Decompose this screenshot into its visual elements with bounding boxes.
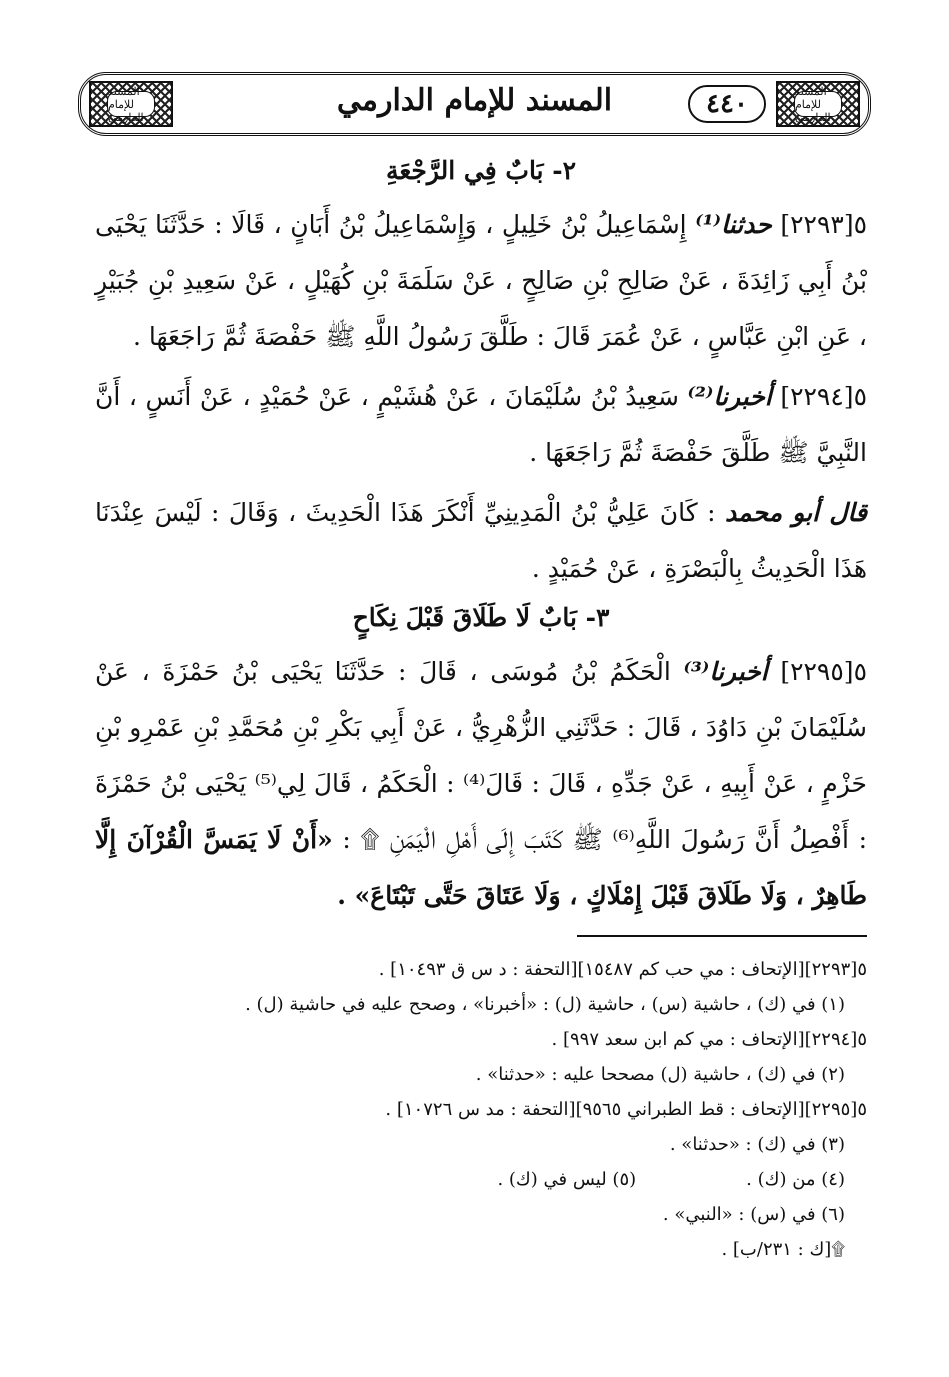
footnote-row [95,1162,867,1197]
commentary-text: : كَانَ عَلِيُّ بْنُ الْمَدِينِيِّ أَنْكَرَ هَذَا الْحَدِيثَ ، وَقَالَ : لَيْسَ عِنْدَنَا هَذَا الْحَدِيثُ بِالْبَصْرَةِ ، عَنْ حُمَيْدٍ . [95,498,867,583]
footnote-divider [577,935,867,937]
page-header [78,72,871,136]
ornament-right-label: المسند للإمام الدارمي [794,91,842,117]
hadith-paragraph [95,369,867,481]
footnote: (٤) من (ك) . [746,1169,845,1190]
chapter-title: ٣- بَابٌ لَا طَلَاقَ قَبْلَ نِكَاحٍ [352,603,610,632]
footnotes [95,952,867,1267]
chapter-title: ٢- بَابٌ فِي الرَّجْعَةِ [385,156,577,185]
main-text [95,150,867,928]
ornament-left-label: المسند للإمام الدارمي [107,91,155,117]
hadith-text: سَعِيدُ بْنُ سُلَيْمَانَ ، عَنْ هُشَيْمٍ ، عَنْ حُمَيْدٍ ، عَنْ أَنَسٍ ، أَنَّ النَّبِيَّ ﷺ طَلَّقَ حَفْصَةَ ثُمَّ رَاجَعَهَا . [95,382,867,467]
transmission-verb: حدثنا⁽¹⁾ [695,210,772,239]
footnote: ۩[ك : ٢٣١/ب] . [721,1239,845,1260]
commentator: قال أبو محمد [724,498,868,527]
hadith-number: ٥[٢٢٩٣] [780,210,868,239]
hadith-number: ٥[٢٢٩٤] [780,382,867,411]
footnote: ٥[٢٢٩٣][الإتحاف : مي حب كم ١٥٤٨٧][التحفة : د س ق ١٠٤٩٣] . [378,959,867,980]
footnote: (٥) ليس في (ك) . [497,1169,637,1190]
hadith-quote: «أَنْ لَا يَمَسَّ الْقُرْآنَ إِلَّا طَاهِرٌ ، وَلَا طَلَاقَ قَبْلَ إِمْلَاكٍ ، وَلَا عَتَاقَ حَتَّى تَبْتَاعَ» . [95,825,867,910]
footnote: (٦) في (س) : «النبي» . [662,1204,845,1225]
running-title: المسند للإمام الدارمي [336,83,613,118]
ornament-right [776,81,860,127]
footnote: (٣) في (ك) : «حدثنا» . [669,1134,845,1155]
footnote: ٥[٢٢٩٥][الإتحاف : قط الطبراني ٩٥٦٥][التحفة : مد س ١٠٧٢٦] . [385,1099,867,1120]
hadith-paragraph [95,644,867,924]
hadith-number: ٥[٢٢٩٥] [780,657,867,686]
transmission-verb: أخبرنا⁽²⁾ [687,382,772,411]
hadith-text: الْحَكَمُ بْنُ مُوسَى ، قَالَ : حَدَّثَنَا يَحْيَى بْنُ حَمْزَةَ ، عَنْ سُلَيْمَانَ بْنِ دَاوُدَ ، قَالَ : حَدَّثَنِي الزُّهْرِيُّ ، عَنْ أَبِي بَكْرِ بْنِ مُحَمَّدِ بْنِ عَمْرِو بْنِ حَزْمٍ ، عَنْ أَبِيهِ ، عَنْ جَدِّهِ ، قَالَ : قَالَ⁽⁴⁾ : الْحَكَمُ ، قَالَ لِي⁽⁵⁾ يَحْيَى بْنُ حَمْزَةَ : أَفْصِلُ أَنَّ رَسُولَ اللَّهِ⁽⁶⁾ ﷺ كَتَبَ إِلَى أَهْلِ الْيَمَنِ ۩ : [95,657,867,854]
page-number: ٤٤٠ [688,85,766,123]
hadith-text: إِسْمَاعِيلُ بْنُ خَلِيلٍ ، وَإِسْمَاعِيلُ بْنُ أَبَانٍ ، قَالَا : حَدَّثَنَا يَحْيَى بْنُ أَبِي زَائِدَةَ ، عَنْ صَالِحِ بْنِ صَالِحٍ ، عَنْ سَلَمَةَ بْنِ كُهَيْلٍ ، عَنْ سَعِيدِ بْنِ جُبَيْرٍ ، عَنِ ابْنِ عَبَّاسٍ ، عَنْ عُمَرَ قَالَ : طَلَّقَ رَسُولُ اللَّهِ ﷺ حَفْصَةَ ثُمَّ رَاجَعَهَا . [95,210,867,351]
commentary-paragraph [95,485,867,597]
transmission-verb: أخبرنا⁽³⁾ [683,657,768,686]
footnote: (١) في (ك) ، حاشية (س) ، حاشية (ل) : «أخبرنا» ، وصحح عليه في حاشية (ل) . [245,994,845,1015]
footnote: (٢) في (ك) ، حاشية (ل) مصححا عليه : «حدثنا» . [475,1064,845,1085]
footnote: ٥[٢٢٩٤][الإتحاف : مي كم ابن سعد ٩٩٧] . [551,1029,867,1050]
hadith-paragraph [95,197,867,365]
